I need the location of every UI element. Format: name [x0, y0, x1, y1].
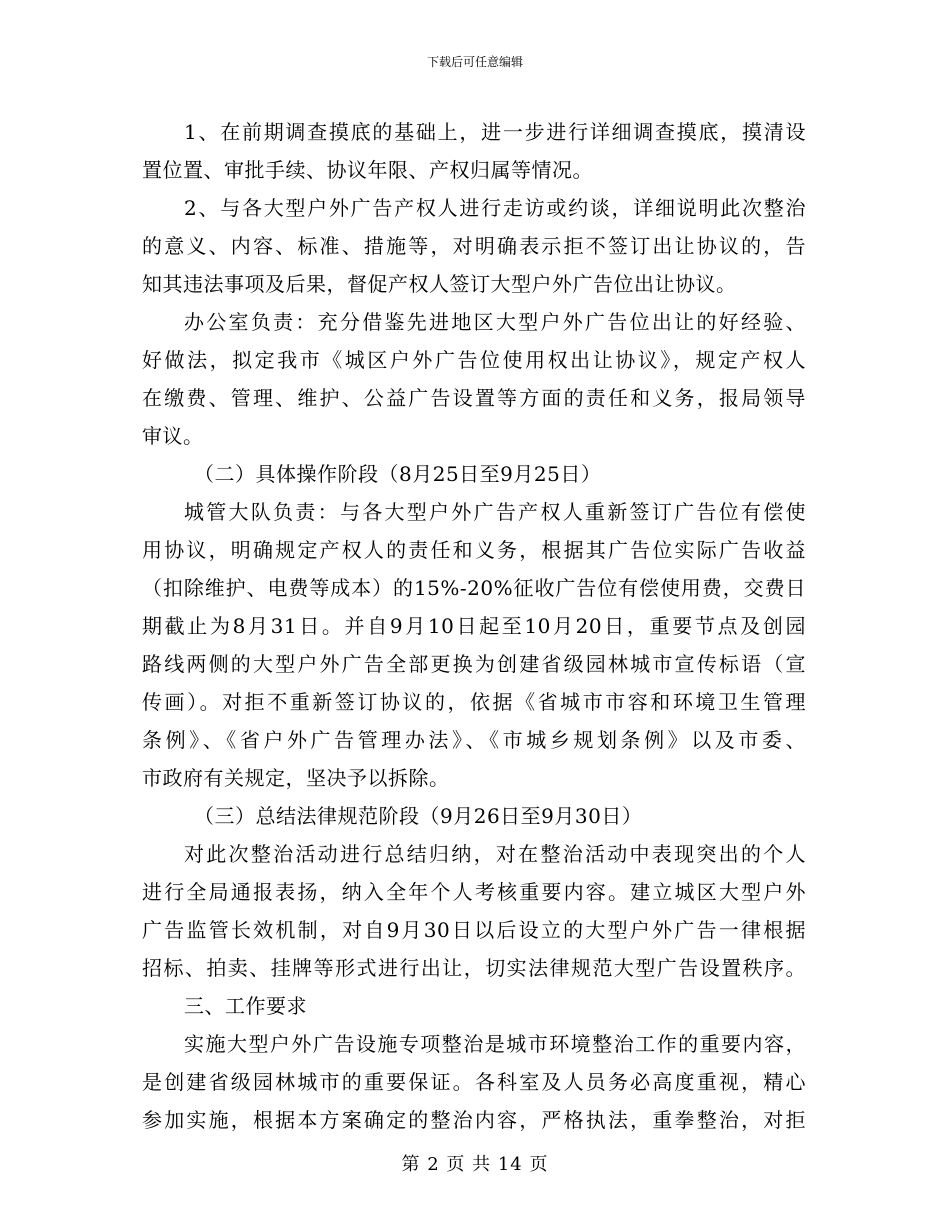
text-line: 实施大型户外广告设施专项整治是城市环境整治工作的重要内容，: [184, 1032, 806, 1056]
text-line: 置位置、审批手续、协议年限、产权归属等情况。: [142, 158, 593, 182]
text-line: 的意义、内容、标准、措施等，对明确表示拒不签订出让协议的，告: [142, 234, 806, 258]
text-line: 进行全局通报表扬，纳入全年个人考核重要内容。建立城区大型户外: [142, 880, 806, 904]
text-line: 用协议，明确规定产权人的责任和义务，根据其广告位实际广告收益: [142, 538, 806, 562]
text-line: 广告监管长效机制，对自9月30日以后设立的大型户外广告一律根据: [142, 918, 806, 942]
text-line: 对此次整治活动进行总结归纳，对在整治活动中表现突出的个人: [184, 842, 806, 866]
page-footer: 第 2 页 共 14 页: [401, 1154, 549, 1175]
text-line: 参加实施，根据本方案确定的整治内容，严格执法，重拳整治，对拒: [142, 1108, 806, 1132]
section-heading: （三）总结法律规范阶段（9月26日至9月30日）: [194, 804, 643, 828]
text-line: 办公室负责：充分借鉴先进地区大型户外广告位出让的好经验、: [184, 310, 806, 334]
text-line: 1、在前期调查摸底的基础上，进一步进行详细调查摸底，摸清设: [184, 120, 806, 144]
text-line: 好做法，拟定我市《城区户外广告位使用权出让协议》，规定产权人: [142, 348, 806, 372]
text-line: 路线两侧的大型户外广告全部更换为创建省级园林城市宣传标语（宣: [142, 652, 806, 676]
text-line: 是创建省级园林城市的重要保证。各科室及人员务必高度重视，精心: [142, 1070, 806, 1094]
text-line: 在缴费、管理、维护、公益广告设置等方面的责任和义务，报局领导: [142, 386, 806, 410]
body-text: [142, 113, 806, 1139]
text-line: 市政府有关规定，坚决予以拆除。: [142, 766, 450, 790]
page-header: 下载后可任意编辑: [426, 55, 523, 69]
text-line: 期截止为8月31日。并自9月10日起至10月20日，重要节点及创园: [142, 614, 806, 638]
text-line: 审议。: [142, 424, 204, 448]
text-line: 城管大队负责：与各大型户外广告产权人重新签订广告位有偿使: [184, 500, 806, 524]
section-heading: 三、工作要求: [184, 994, 307, 1018]
text-line: 知其违法事项及后果，督促产权人签订大型户外广告位出让协议。: [142, 272, 737, 296]
text-line: 条例》、《省户外广告管理办法》、《市城乡规划条例》以及市委、: [142, 728, 806, 752]
section-heading: （二）具体操作阶段（8月25日至9月25日）: [194, 462, 602, 486]
text-line: 招标、拍卖、挂牌等形式进行出让，切实法律规范大型广告设置秩序。: [142, 956, 806, 980]
text-line: （扣除维护、电费等成本）的15%-20%征收广告位有偿使用费，交费日: [142, 576, 806, 600]
text-line: 2、与各大型户外广告产权人进行走访或约谈，详细说明此次整治: [184, 196, 806, 220]
text-line: 传画）。对拒不重新签订协议的，依据《省城市市容和环境卫生管理: [142, 690, 806, 714]
